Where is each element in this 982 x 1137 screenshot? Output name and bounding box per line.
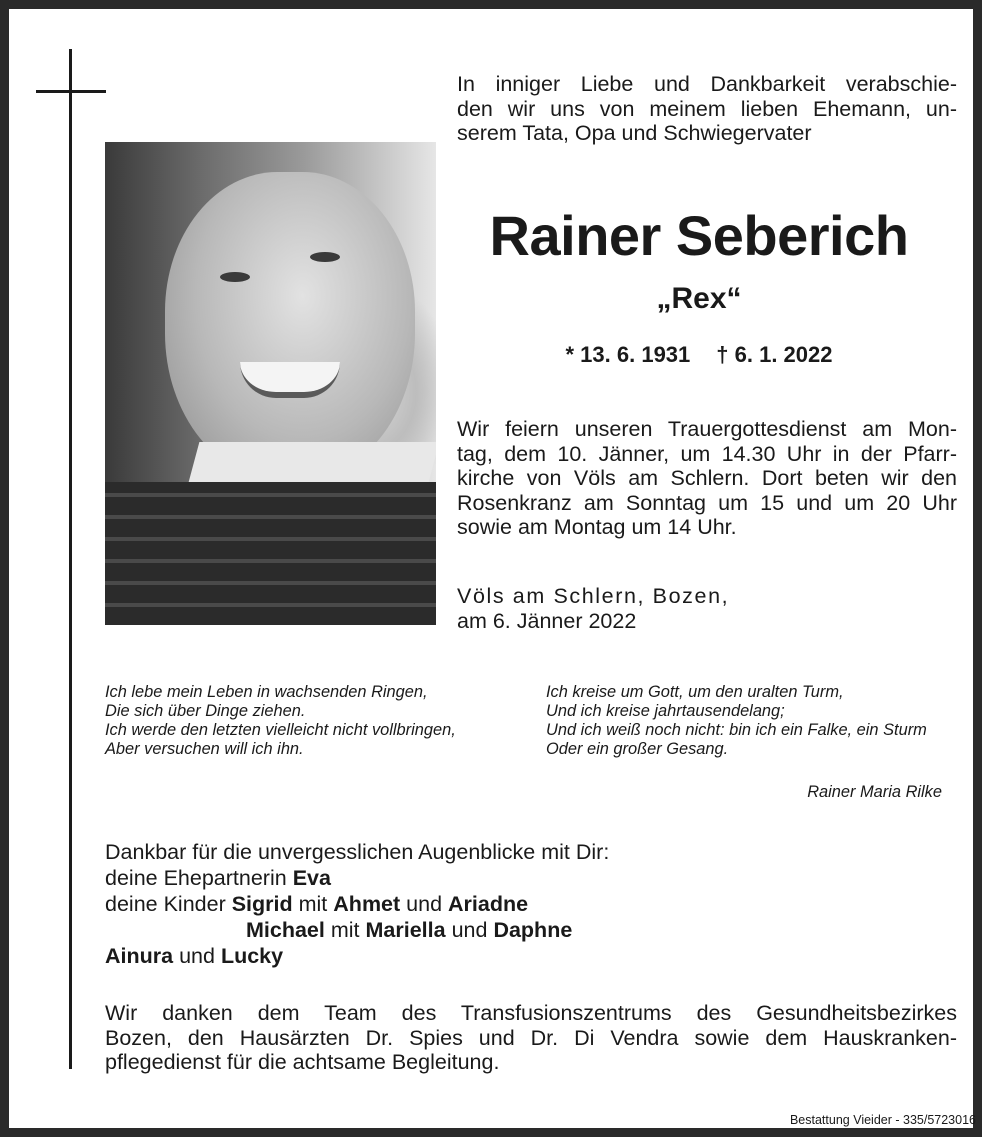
death-date: † 6. 1. 2022 <box>716 342 833 367</box>
thanks-heading: Dankbar für die unvergesslichen Augenblicke mit Dir: <box>105 840 610 864</box>
deceased-nickname: „Rex“ <box>656 282 742 315</box>
acknowledgement-text <box>105 1001 957 1075</box>
connector: und <box>179 944 215 968</box>
portrait-eye-left <box>220 272 250 282</box>
birth-date: * 13. 6. 1931 <box>565 342 691 367</box>
poem-line: Aber versuchen will ich ihn. <box>105 740 304 758</box>
service-line: Rosenkranz am Sonntag um 15 und um 20 Uhr <box>457 490 957 515</box>
intro-line: In inniger Liebe und Dankbarkeit verabschie- <box>457 72 957 96</box>
children-line-2 <box>105 917 965 943</box>
service-line: tag, dem 10. Jänner, um 14.30 Uhr in der Pfarr- <box>457 441 957 466</box>
portrait-eye-right <box>310 252 340 262</box>
mourner-name: Ainura <box>105 944 174 968</box>
poem-stanza-left <box>105 683 525 759</box>
life-dates <box>449 340 949 370</box>
date-line: am 6. Jänner 2022 <box>457 608 637 633</box>
acknowledgement-line: Bozen, den Hausärzten Dr. Spies und Dr. Di Vendra sowie dem Hauskranken- <box>105 1025 957 1050</box>
intro-line: den wir uns von meinem lieben Ehemann, un- <box>457 96 957 121</box>
connector: mit <box>330 918 360 942</box>
poem-line: Und ich weiß noch nicht: bin ich ein Falke, ein Sturm <box>546 721 927 739</box>
spouse-name: Mariella <box>365 918 446 942</box>
poem-line: Die sich über Dinge ziehen. <box>105 702 306 720</box>
partner-prefix: deine Ehepartnerin <box>105 866 287 890</box>
poem-line: Und ich kreise jahrtausendelang; <box>546 702 785 720</box>
poem-author: Rainer Maria Rilke <box>807 783 942 801</box>
service-line: kirche von Völs am Schlern. Dort beten wir den <box>457 466 957 490</box>
deceased-name: Rainer Seberich <box>489 204 909 267</box>
funeral-home-credit: Bestattung Vieider - 335/5723016 <box>789 1113 976 1127</box>
acknowledgement-line: pflegedienst für die achtsame Begleitung. <box>105 1050 500 1074</box>
portrait-face <box>165 172 415 482</box>
mourners-list <box>105 839 965 969</box>
spouse-name: Ahmet <box>333 892 401 916</box>
connector: und <box>451 918 488 942</box>
connector: und <box>406 892 443 916</box>
acknowledgement-line: Wir danken dem Team des Transfusionszentrums des Gesundheitsbezirkes <box>105 1001 957 1025</box>
intro-line: serem Tata, Opa und Schwiegervater <box>457 121 812 145</box>
poem-line: Ich kreise um Gott, um den uralten Turm, <box>546 683 844 701</box>
service-text <box>457 417 957 540</box>
place-date <box>457 584 957 633</box>
child-name: Michael <box>246 918 325 942</box>
poem-line: Ich werde den letzten vielleicht nicht vollbringen, <box>105 721 456 739</box>
portrait-sweater <box>105 482 436 625</box>
portrait-photo <box>105 142 436 625</box>
child-name: Sigrid <box>231 892 293 916</box>
children-prefix: deine Kinder <box>105 892 226 916</box>
mourner-name: Lucky <box>220 944 284 968</box>
others-line <box>105 943 965 969</box>
cross-vertical-bar <box>69 49 72 1069</box>
grandchild-name: Ariadne <box>448 892 529 916</box>
partner-line <box>105 865 965 891</box>
poem-line: Ich lebe mein Leben in wachsenden Ringen, <box>105 683 428 701</box>
connector: mit <box>298 892 328 916</box>
children-line-1 <box>105 891 965 917</box>
place-line: Völs am Schlern, Bozen, <box>457 584 730 608</box>
grandchild-name: Daphne <box>493 918 573 942</box>
poem-stanza-right <box>546 683 966 759</box>
cross-horizontal-bar <box>36 90 106 93</box>
poem-line: Oder ein großer Gesang. <box>546 740 729 758</box>
service-line: Wir feiern unseren Trauergottesdienst am Mon- <box>457 417 957 441</box>
service-line: sowie am Montag um 14 Uhr. <box>457 515 737 539</box>
partner-name: Eva <box>292 866 331 890</box>
intro-text <box>457 72 957 146</box>
